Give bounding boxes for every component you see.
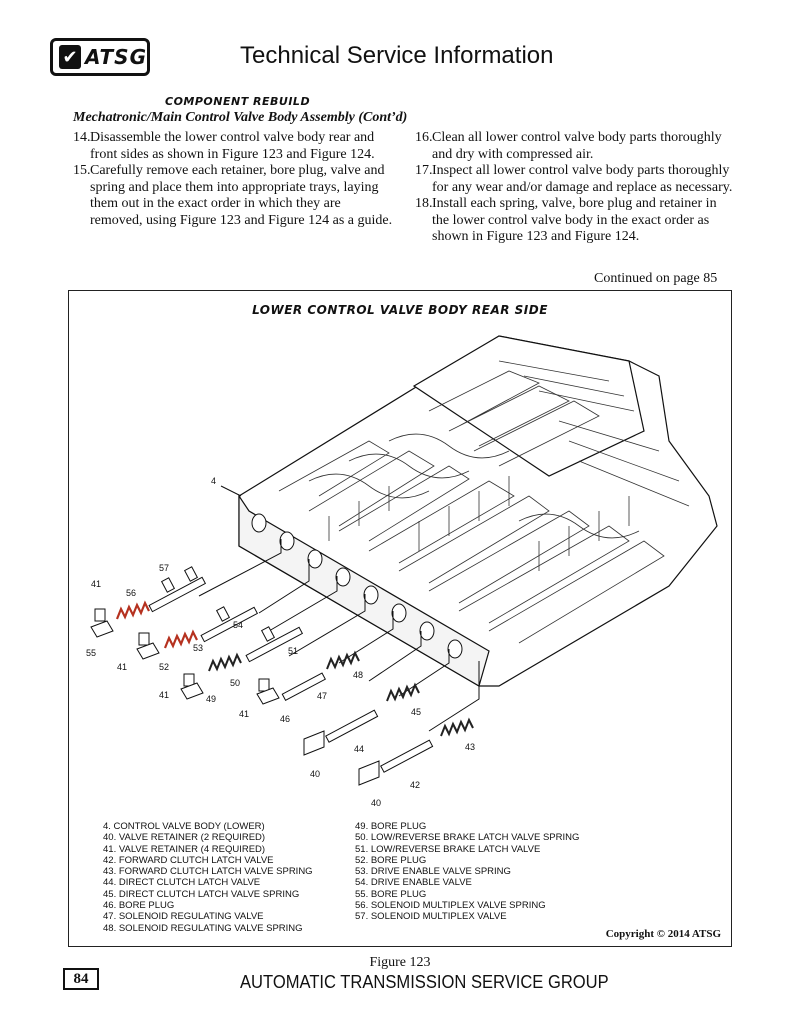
retainer-40-a [304,731,324,755]
legend-item: 47. SOLENOID REGULATING VALVE [103,911,264,923]
step-16 [415,130,735,163]
continued-note: Continued on page 85 [594,271,718,286]
legend-item: 48. SOLENOID REGULATING VALVE SPRING [103,922,303,934]
callout-52: 52 [159,662,170,672]
footer-text: AUTOMATIC TRANSMISSION SERVICE GROUP [240,972,609,992]
figure-caption: Figure 123 [369,955,431,970]
spring-43 [441,720,473,736]
figure-123 [68,290,732,947]
legend-item: 4. CONTROL VALVE BODY (LOWER) [103,821,265,832]
valve-42 [381,740,433,772]
legend-item: 54. DRIVE ENABLE VALVE [355,877,472,889]
step-text: Carefully remove each retainer, bore plug, valve and spring and place them into appropriate trays, laying them out in the exact order in which they are removed, using Figure 123 and Figure 124 as a guide. [90,163,393,228]
section-subtitle: Mechatronic/Main Control Valve Body Assembly (Cont’d) [73,110,408,125]
legend-right [355,821,579,923]
callout-54: 54 [233,620,244,630]
copyright: Copyright © 2014 ATSG [605,928,721,940]
callout-41: 41 [117,662,128,672]
step-number: 17. [415,163,433,178]
callout-41: 41 [159,690,170,700]
valve-body-diagram [69,291,733,816]
retainer-40-b [359,761,379,785]
step-number: 18. [415,196,433,211]
legend-item: 49. BORE PLUG [355,821,427,832]
retainer-41-a [91,609,113,637]
callout-45: 45 [411,707,422,717]
callout-53: 53 [193,643,204,653]
checkmark-icon: ✔ [59,45,81,69]
legend-item: 45. DIRECT CLUTCH LATCH VALVE SPRING [103,888,300,900]
legend-item: 57. SOLENOID MULTIPLEX VALVE [355,911,507,923]
legend-item: 46. BORE PLUG [103,900,175,912]
legend-item: 40. VALVE RETAINER (2 REQUIRED) [103,832,266,844]
step-text: Disassemble the lower control valve body rear and front sides as shown in Figure 123 and Figure 124. [90,130,375,162]
section-label: COMPONENT REBUILD [165,95,311,108]
step-number: 15. [73,163,91,178]
callout-41: 41 [239,709,250,719]
legend-item: 44. DIRECT CLUTCH LATCH VALVE [103,877,261,889]
callout-43: 43 [465,742,476,752]
page-title: Technical Service Information [240,42,554,69]
atsg-logo [50,38,150,76]
callout-47: 47 [317,691,328,701]
callout-49: 49 [206,694,217,704]
steps-left-column [73,130,393,229]
callout-56: 56 [126,588,137,598]
legend-item: 50. LOW/REVERSE BRAKE LATCH VALVE SPRING [355,832,580,844]
step-18 [415,196,735,246]
legend-item: 41. VALVE RETAINER (4 REQUIRED) [103,843,266,855]
page-number: 84 [63,968,99,990]
step-text: Install each spring, valve, bore plug and retainer in the lower control valve body in the exact order as shown in Figure 123 and Figure 124. [432,196,717,244]
callout-40: 40 [310,769,321,779]
legend-left [103,821,313,934]
legend-item: 43. FORWARD CLUTCH LATCH VALVE SPRING [103,866,313,878]
callout-42: 42 [410,780,421,790]
callout-44: 44 [354,744,365,754]
step-text: Clean all lower control valve body parts thoroughly and dry with compressed air. [432,130,722,162]
legend-item: 52. BORE PLUG [355,854,427,866]
step-number: 16. [415,130,433,145]
callout-51: 51 [288,646,299,656]
steps-right-column [415,130,735,246]
valve-54 [201,607,257,642]
valve-body-casting [239,336,717,686]
callout-57: 57 [159,563,170,573]
legend-item: 42. FORWARD CLUTCH LATCH VALVE [103,854,274,866]
valve-44 [326,710,378,742]
step-14 [73,130,393,163]
legend-item: 51. LOW/REVERSE BRAKE LATCH VALVE [355,843,541,855]
legend-item: 56. SOLENOID MULTIPLEX VALVE SPRING [355,900,546,912]
legend-item: 55. BORE PLUG [355,888,427,900]
legend-item: 53. DRIVE ENABLE VALVE SPRING [355,866,511,878]
retainer-41-d [257,679,279,704]
valve-57 [149,567,205,612]
step-15 [73,163,393,229]
valve-51 [246,627,302,662]
callout-4: 4 [211,476,217,486]
callout-48: 48 [353,670,364,680]
retainer-41-c [181,674,203,699]
step-17 [415,163,735,196]
callout-55: 55 [86,648,97,658]
step-text: Inspect all lower control valve body parts thoroughly for any wear and/or damage and replace as necessary. [432,163,733,195]
step-number: 14. [73,130,91,145]
spring-56 [117,603,149,619]
retainer-41-b [137,633,159,659]
logo-text: ATSG [84,45,147,69]
figure-heading: LOWER CONTROL VALVE BODY REAR SIDE [252,303,548,317]
callout-46: 46 [280,714,291,724]
callout-50: 50 [230,678,241,688]
callout-40: 40 [371,798,382,808]
spring-50 [209,655,241,671]
callout-41: 41 [91,579,102,589]
